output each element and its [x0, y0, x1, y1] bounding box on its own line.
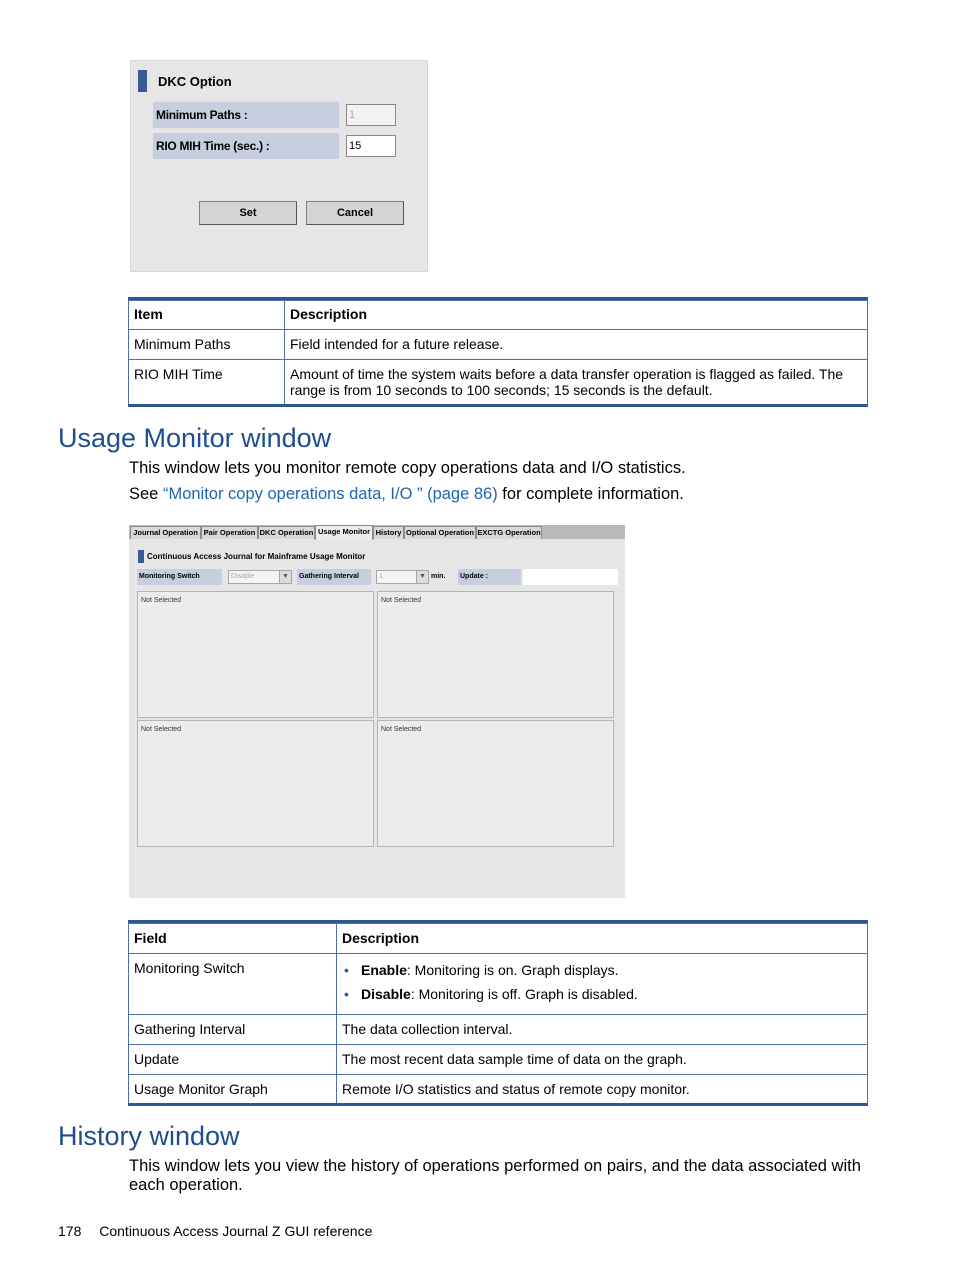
update-label: Update :: [458, 569, 521, 585]
table1-header-description: Description: [285, 301, 868, 330]
bullet-icon: •: [344, 986, 349, 1002]
usage-monitor-see-also: [129, 484, 684, 504]
monitoring-switch-select[interactable]: [228, 570, 292, 584]
dkc-option-panel: [130, 60, 428, 272]
minimum-paths-label: Minimum Paths :: [153, 102, 339, 128]
window-title: Continuous Access Journal for Mainframe Usage Monitor: [147, 552, 366, 561]
usage-monitor-screenshot: [129, 525, 625, 898]
graph-placeholder: Not Selected: [141, 726, 182, 733]
graph-placeholder: Not Selected: [381, 726, 422, 733]
page-number: 178: [58, 1223, 82, 1239]
list-item: [342, 962, 862, 986]
gathering-interval-value: 1: [379, 573, 383, 580]
rio-mih-time-label: RIO MIH Time (sec.) :: [153, 133, 339, 159]
tab-exctg-operation[interactable]: EXCTG Operation: [477, 528, 541, 537]
cancel-button[interactable]: Cancel: [306, 201, 404, 225]
graph-placeholder: Not Selected: [381, 597, 422, 604]
tab-history[interactable]: History: [373, 526, 404, 539]
usage-graph[interactable]: [377, 591, 614, 718]
table1-bottom-rule: [128, 404, 868, 407]
see-prefix: See: [129, 485, 163, 503]
chevron-down-icon[interactable]: ▼: [279, 571, 291, 583]
page-footer: [58, 1223, 372, 1239]
usage-graph[interactable]: [377, 720, 614, 847]
usage-monitor-intro: This window lets you monitor remote copy operations data and I/O statistics.: [129, 459, 686, 477]
table2-cell: The most recent data sample time of data on the graph.: [337, 1045, 868, 1075]
gathering-interval-select[interactable]: [376, 570, 429, 584]
set-button[interactable]: Set: [199, 201, 297, 225]
usage-graph[interactable]: [137, 720, 374, 847]
tab-journal-operation[interactable]: Journal Operation: [130, 526, 201, 539]
disable-term: Disable: [361, 986, 411, 1002]
usage-graph[interactable]: [137, 591, 374, 718]
table2-cell: Usage Monitor Graph: [129, 1075, 337, 1104]
rio-mih-time-input[interactable]: 15: [346, 135, 396, 157]
table2-bottom-rule: [128, 1103, 868, 1106]
footer-title: Continuous Access Journal Z GUI reference: [99, 1223, 373, 1239]
bullet-icon: •: [344, 962, 349, 978]
list-item: [342, 986, 862, 1010]
monitor-copy-link[interactable]: “Monitor copy operations data, I/O ” (page 86): [162, 485, 498, 503]
enable-term: Enable: [361, 962, 407, 978]
field-description-table: [128, 923, 868, 1104]
table2-header-description: Description: [337, 924, 868, 954]
panel-title-marker: [138, 70, 147, 92]
table1-cell: Field intended for a future release.: [285, 330, 868, 360]
monitoring-switch-value: Disable: [231, 573, 255, 580]
table2-cell: Update: [129, 1045, 337, 1075]
monitoring-switch-label: Monitoring Switch: [137, 569, 222, 585]
tab-dkc-operation[interactable]: DKC Operation: [259, 528, 314, 537]
table1-header-item: Item: [129, 301, 285, 330]
panel-title: DKC Option: [158, 74, 232, 89]
min-unit-label: min.: [431, 573, 446, 580]
usage-monitor-heading: Usage Monitor window: [58, 423, 332, 453]
see-suffix: for complete information.: [497, 485, 684, 503]
table1-cell: Amount of time the system waits before a data transfer operation is flagged as failed. The range is from 10 seconds to 100 seconds; 15 seconds is the default.: [285, 360, 868, 405]
item-description-table: [128, 300, 868, 405]
tab-bar: [129, 525, 625, 539]
window-title-marker: [138, 550, 144, 563]
table2-header-field: Field: [129, 924, 337, 954]
table2-cell: [337, 954, 868, 1015]
minimum-paths-input[interactable]: 1: [346, 104, 396, 126]
tab-usage-monitor[interactable]: Usage Monitor: [315, 525, 373, 540]
history-heading: History window: [58, 1121, 240, 1151]
tab-optional-operation[interactable]: Optional Operation: [404, 526, 476, 539]
history-intro: This window lets you view the history of operations performed on pairs, and the data associated with each operation.: [129, 1157, 861, 1194]
update-value-field: [523, 569, 618, 585]
tab-pair-operation[interactable]: Pair Operation: [201, 526, 258, 539]
table2-cell: The data collection interval.: [337, 1015, 868, 1045]
disable-desc: : Monitoring is off. Graph is disabled.: [410, 986, 638, 1002]
table2-cell: Gathering Interval: [129, 1015, 337, 1045]
table2-cell: Remote I/O statistics and status of remote copy monitor.: [337, 1075, 868, 1104]
gathering-interval-label: Gathering Interval: [297, 569, 371, 585]
graph-placeholder: Not Selected: [141, 597, 182, 604]
enable-desc: : Monitoring is on. Graph displays.: [406, 962, 619, 978]
table2-cell: Monitoring Switch: [129, 954, 337, 1015]
chevron-down-icon[interactable]: ▼: [416, 571, 428, 583]
table1-cell: Minimum Paths: [129, 330, 285, 360]
table1-cell: RIO MIH Time: [129, 360, 285, 405]
